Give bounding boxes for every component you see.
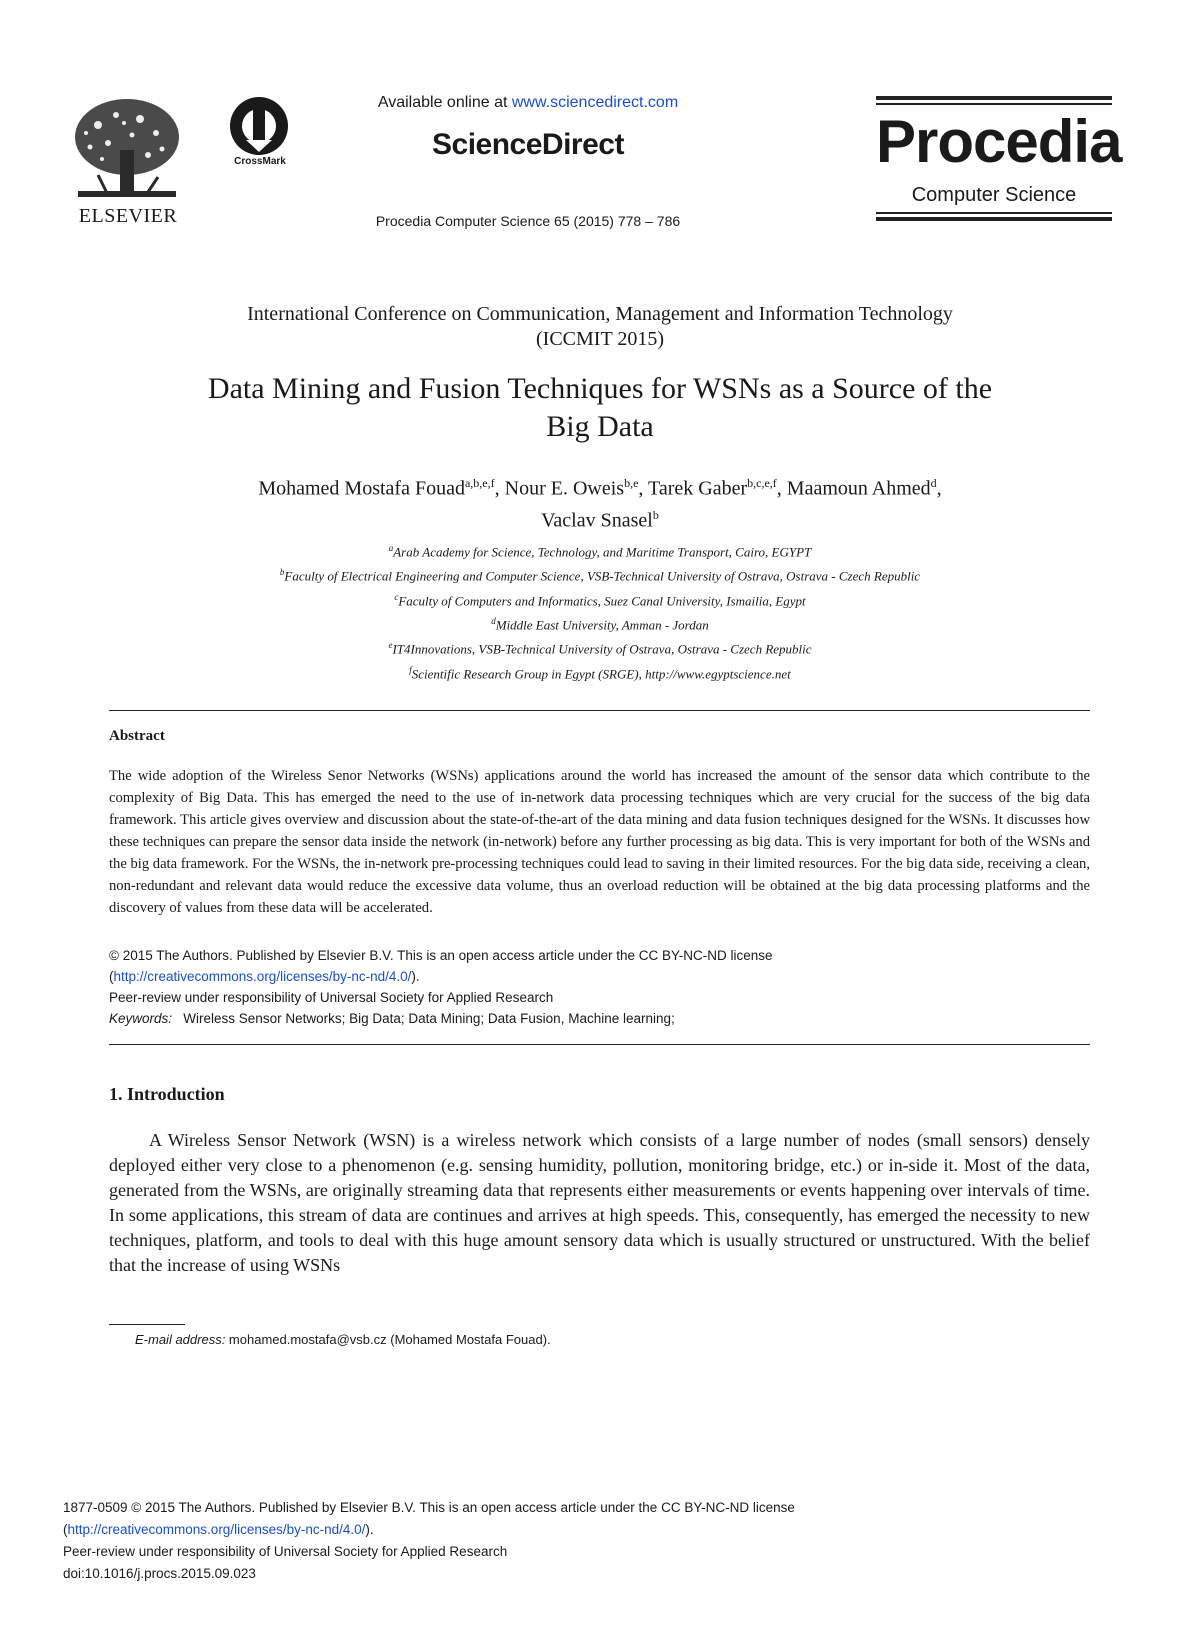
footnote <box>135 1332 551 1347</box>
conference-name <box>80 302 1120 352</box>
availability-prefix: Available online at <box>377 94 512 111</box>
bottom-license-line: (http://creativecommons.org/licenses/by-nc-nd/4.0/). <box>63 1522 374 1537</box>
author-affiliation-marks: b,e <box>624 476 639 490</box>
bottom-peer-review: Peer-review under responsibility of Universal Society for Applied Research <box>63 1544 508 1559</box>
conference-line: International Conference on Communication, Management and Information Technology <box>247 303 953 325</box>
crossmark-label: CrossMark <box>234 156 286 167</box>
author-affiliation-marks: b,c,e,f <box>747 476 777 490</box>
affiliation-mark: b <box>279 567 285 578</box>
abstract-top-rule <box>109 710 1090 711</box>
availability-line <box>300 94 756 112</box>
author-separator: , <box>638 477 649 500</box>
abstract-license: (http://creativecommons.org/licenses/by-nc-nd/4.0/). <box>109 969 420 984</box>
paper-title <box>80 370 1120 446</box>
author-name: Mohamed Mostafa Fouad <box>258 477 465 500</box>
title-line: Big Data <box>546 410 654 443</box>
footnote-label: E-mail address: <box>135 1332 226 1347</box>
procedia-subtitle: Computer Science <box>911 184 1077 206</box>
author-affiliation-marks: b <box>652 507 659 522</box>
affiliation-text: Middle East University, Amman - Jordan <box>495 617 709 633</box>
footnote-text: mohamed.mostafa@vsb.cz (Mohamed Mostafa Fouad). <box>225 1332 551 1347</box>
abstract-text: The wide adoption of the Wireless Senor Networks (WSNs) applications around the world has increased the amount of the sensor data which contribute to the complexity of Big Data. This has emerged the need to the use of in-network data processing techniques which are very crucial for the success of the big data framework. This article gives overview and discussion about the state-of-the-art of the data mining and data fusion techniques designed for the WSNs. It discusses how these techniques can prepare the sensor data inside the network (in-network) before any further processing as big data. This is very important for both of the WSNs and the big data framework. For the WSNs, the in-network pre-processing techniques could lead to saving in their limited resources. For the big data side, receiving a clean, non-redundant and relevant data would reduce the excessive data volume, thus an overload reduction will be obtained at the big data processing platforms and the discovery of values from these data will be accelerated. <box>109 768 1090 916</box>
introduction-heading: 1. Introduction <box>109 1084 225 1104</box>
elsevier-tree-logo-icon <box>68 95 186 203</box>
affiliation-item <box>80 635 1120 659</box>
affiliation-mark: a <box>388 543 394 553</box>
author-name: Vaclav Snasel <box>541 509 653 532</box>
brand-bottom-bar <box>876 217 1112 221</box>
author-list <box>80 470 1120 533</box>
keywords-label: Keywords: <box>109 1011 173 1026</box>
affiliation-item <box>80 660 1120 684</box>
brand-bottom-bar-thin <box>876 212 1112 214</box>
affiliation-text: Scientific Research Group in Egypt (SRGE), http://www.egyptscience.net <box>411 665 791 681</box>
author-name: Maamoun Ahmed <box>786 477 931 500</box>
keywords-list: Wireless Sensor Networks; Big Data; Data Mining; Data Fusion, Machine learning; <box>183 1011 675 1026</box>
license-link[interactable]: http://creativecommons.org/licenses/by-nc-nd/4.0/ <box>113 969 412 984</box>
sciencedirect-link[interactable]: www.sciencedirect.com <box>511 94 679 111</box>
footnote-rule <box>109 1324 185 1325</box>
abstract-peer-review: Peer-review under responsibility of Universal Society for Applied Research <box>109 990 554 1005</box>
affiliation-item <box>80 538 1120 562</box>
affiliation-mark: c <box>394 591 399 602</box>
author-name: Tarek Gaber <box>648 477 748 500</box>
affiliation-text: Faculty of Computers and Informatics, Suez Canal University, Ismailia, Egypt <box>398 592 806 608</box>
affiliation-text: IT4Innovations, VSB-Technical University of Ostrava, Ostrava - Czech Republic <box>392 641 812 657</box>
brand-top-bar <box>876 96 1112 100</box>
author-separator: , <box>936 477 942 500</box>
abstract-bottom-rule <box>109 1044 1090 1045</box>
affiliation-list <box>80 538 1120 684</box>
brand-top-bar-thin <box>876 103 1112 105</box>
issn-line: 1877-0509 © 2015 The Authors. Published by Elsevier B.V. This is an open access article under the CC BY-NC-ND license <box>63 1500 795 1515</box>
keywords-line <box>109 1009 1090 1029</box>
journal-citation: Procedia Computer Science 65 (2015) 778 – 786 <box>375 213 681 229</box>
doi-line: doi:10.1016/j.procs.2015.09.023 <box>63 1566 256 1581</box>
author-name: Nour E. Oweis <box>504 477 625 500</box>
bottom-license-link[interactable]: http://creativecommons.org/licenses/by-nc-nd/4.0/ <box>67 1522 366 1537</box>
affiliation-mark: e <box>388 640 393 651</box>
procedia-brand: Procedia <box>876 108 1122 175</box>
affiliation-mark: f <box>409 664 412 675</box>
title-line: Data Mining and Fusion Techniques for WSNs as a Source of the <box>207 372 993 405</box>
affiliation-text: Arab Academy for Science, Technology, and Maritime Transport, Cairo, EGYPT <box>393 544 812 560</box>
affiliation-item <box>80 562 1120 586</box>
author-affiliation-marks: d <box>930 476 937 490</box>
abstract-copyright: © 2015 The Authors. Published by Elsevier B.V. This is an open access article under the CC BY-NC-ND license <box>109 948 773 963</box>
author-separator: , <box>776 477 787 500</box>
abstract-heading: Abstract <box>109 728 165 744</box>
conference-line: (ICCMIT 2015) <box>536 328 664 350</box>
sciencedirect-brand: ScienceDirect <box>432 128 624 161</box>
affiliation-item <box>80 587 1120 611</box>
affiliation-item <box>80 611 1120 635</box>
author-separator: , <box>494 477 505 500</box>
affiliation-text: Faculty of Electrical Engineering and Computer Science, VSB-Technical University of Ostrava, Ostrava - Czech Republic <box>284 568 921 584</box>
author-affiliation-marks: a,b,e,f <box>464 476 495 490</box>
elsevier-wordmark: ELSEVIER <box>78 205 178 227</box>
affiliation-mark: d <box>491 615 496 626</box>
introduction-text: A Wireless Sensor Network (WSN) is a wireless network which consists of a large number of nodes (small sensors) densely deployed either very close to a phenomenon (e.g. sensing humidity, pollution, monitoring bridge, etc.) or in-side it. Most of the data, generated from the WSNs, are originally streaming data that represents either measurements or events happening over intervals of time. In some applications, this stream of data are continues and arrives at high speeds. This, consequently, has emerged the necessity to new techniques, platform, and tools to deal with this huge amount sensory data which is usually structured or unstructured. With the belief that the increase of using WSNs <box>109 1130 1090 1275</box>
